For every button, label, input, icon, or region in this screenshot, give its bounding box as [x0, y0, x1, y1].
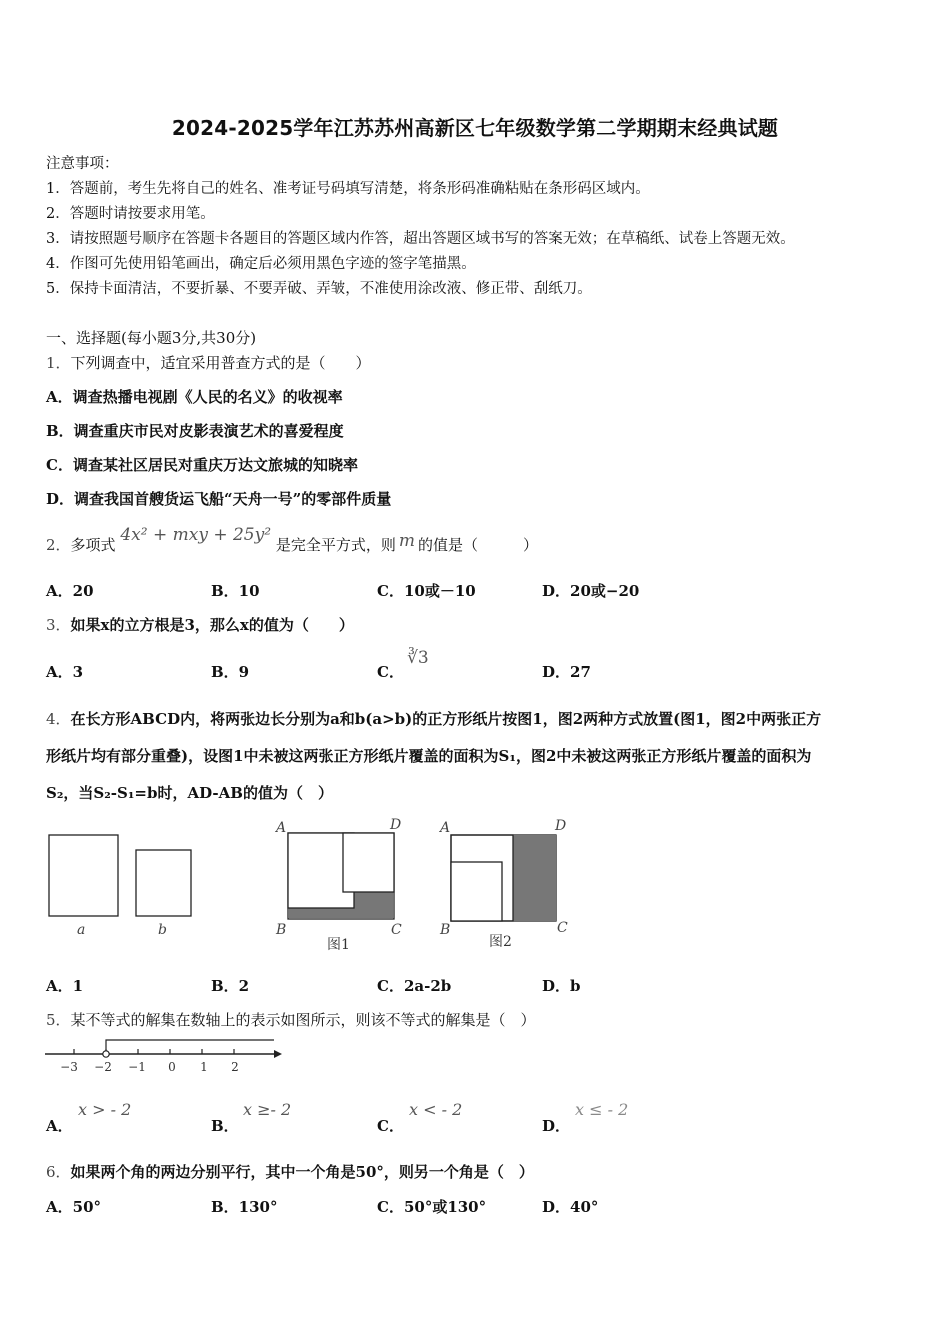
question-4-line1 — [46, 708, 821, 729]
section-heading: 一、选择题(每小题3分,共30分) — [46, 329, 257, 347]
q1-option-d: D．调查我国首艘货运飞船“天舟一号”的零部件质量 — [46, 490, 392, 508]
uncovered-area — [513, 835, 556, 921]
tick-label: 1 — [200, 1060, 208, 1074]
question-text: 是完全平方式，则 — [275, 536, 396, 554]
question-text: 的值是（ ） — [417, 536, 538, 554]
q6-option-a: A．50° — [46, 1198, 102, 1216]
q2-option-c: C．10或－10 — [377, 582, 476, 600]
question-6 — [46, 1161, 534, 1182]
question-2 — [46, 524, 538, 554]
notice-heading: 注意事项： — [46, 156, 119, 172]
q4-figures — [40, 812, 580, 962]
q1-option-b: B．调查重庆市民对皮影表演艺术的喜爱程度 — [46, 422, 344, 440]
q3-option-a: A．3 — [46, 663, 84, 681]
question-text: 某不等式的解集在数轴上的表示如图所示，则该不等式的解集是（ ） — [70, 1011, 536, 1029]
question-text: 如果x的立方根是3，那么x的值为（ ） — [70, 616, 354, 634]
uncovered-area — [289, 908, 393, 918]
question-3 — [46, 614, 354, 635]
q2-option-a: A．20 — [46, 582, 94, 600]
q4-option-a: A．1 — [46, 977, 84, 995]
q5-option-b-expr: x ≥- 2 — [243, 1100, 292, 1119]
square-b-placed — [451, 862, 502, 921]
question-number: 3． — [46, 616, 71, 634]
question-text: 下列调查中，适宜采用普查方式的是（ ） — [70, 354, 371, 372]
question-number: 5． — [46, 1011, 71, 1029]
question-number: 4． — [46, 710, 71, 728]
notice-item: 2．答题时请按要求用笔。 — [46, 206, 215, 222]
label-B: B — [276, 922, 287, 938]
q4-option-b: B．2 — [211, 977, 250, 995]
question-text: 多项式 — [70, 536, 116, 554]
q5-option-d-expr: x ≤ - 2 — [575, 1100, 629, 1119]
tick-label: −1 — [128, 1060, 146, 1074]
label-B: B — [440, 922, 451, 938]
question-text: 如果两个角的两边分别平行，其中一个角是50°，则另一个角是（ ） — [70, 1163, 534, 1181]
open-circle — [103, 1051, 109, 1057]
tick-label: 2 — [231, 1060, 239, 1074]
label-A: A — [276, 820, 287, 836]
figure-1-caption: 图1 — [327, 937, 350, 953]
tick-label: 0 — [168, 1060, 176, 1074]
question-text: 在长方形ABCD内，将两张边长分别为a和b(a>b)的正方形纸片按图1，图2两种方式放置(图1，图2中两张正方 — [70, 710, 822, 728]
square-a — [49, 835, 118, 916]
polynomial-expression: 4x² + mxy + 25y² — [120, 525, 272, 545]
question-5 — [46, 1009, 536, 1030]
label-A: A — [440, 820, 451, 836]
q3-option-b: B．9 — [211, 663, 250, 681]
label-C: C — [557, 920, 568, 936]
question-1 — [46, 352, 371, 373]
cube-root-expression: ∛3 — [407, 648, 429, 668]
label-D: D — [555, 818, 567, 834]
q6-option-c: C．50°或130° — [377, 1198, 487, 1216]
tick-label: −3 — [60, 1060, 78, 1074]
q2-option-b: B．10 — [211, 582, 260, 600]
tick-label: −2 — [94, 1060, 112, 1074]
q5-option-a: A． — [46, 1117, 73, 1135]
question-4-line3: S₂，当S₂-S₁=b时，AD-AB的值为（ ） — [46, 784, 333, 802]
q4-option-c: C．2a-2b — [377, 977, 452, 995]
variable-m: m — [398, 531, 415, 551]
notice-item: 3．请按照题号顺序在答题卡各题目的答题区域内作答，超出答题区域书写的答案无效；在草稿纸、试卷上答题无效。 — [46, 231, 795, 247]
q3-option-d: D．27 — [542, 663, 591, 681]
q1-option-c: C．调查某社区居民对重庆万达文旅城的知晓率 — [46, 456, 358, 474]
label-a: a — [77, 922, 86, 938]
question-number: 2． — [46, 536, 71, 554]
q4-option-d: D．b — [542, 977, 581, 995]
q3-option-c: C． — [377, 663, 404, 681]
q2-option-d: D．20或−20 — [542, 582, 640, 600]
notice-item: 5．保持卡面清洁，不要折暴、不要弄破、弄皱，不准使用涂改液、修正带、刮纸刀。 — [46, 281, 592, 297]
notice-item: 4．作图可先使用铅笔画出，确定后必须用黑色字迹的签字笔描黑。 — [46, 256, 476, 272]
figure-1 — [274, 817, 402, 953]
question-number: 1． — [46, 354, 71, 372]
figure-2-caption: 图2 — [489, 934, 512, 950]
q6-option-b: B．130° — [211, 1198, 278, 1216]
q5-option-a-expr: x > - 2 — [78, 1100, 132, 1119]
label-C: C — [391, 922, 402, 938]
label-b: b — [158, 922, 167, 938]
q5-option-d: D． — [542, 1117, 571, 1135]
square-b-placed — [343, 833, 394, 892]
q1-option-a: A．调查热播电视剧《人民的名义》的收视率 — [46, 388, 343, 406]
q5-option-c: C． — [377, 1117, 404, 1135]
q5-option-c-expr: x < - 2 — [409, 1100, 463, 1119]
question-number: 6． — [46, 1163, 71, 1181]
number-line — [42, 1036, 282, 1078]
arrow-icon — [274, 1050, 282, 1058]
label-D: D — [390, 817, 402, 833]
q6-option-d: D．40° — [542, 1198, 599, 1216]
page-title: 2024-2025学年江苏苏州高新区七年级数学第二学期期末经典试题 — [171, 116, 779, 140]
question-4-line2: 形纸片均有部分重叠)，设图1中未被这两张正方形纸片覆盖的面积为S₁，图2中未被这两张正方形纸片覆盖的面积为 — [46, 747, 812, 765]
square-b — [136, 850, 191, 916]
notice-item: 1．答题前，考生先将自己的姓名、准考证号码填写清楚，将条形码准确粘贴在条形码区域内。 — [46, 181, 650, 197]
figure-2 — [438, 818, 568, 950]
tick-marks — [74, 1049, 234, 1054]
q5-option-b: B． — [211, 1117, 239, 1135]
solution-ray — [106, 1040, 274, 1054]
uncovered-area — [353, 892, 393, 908]
